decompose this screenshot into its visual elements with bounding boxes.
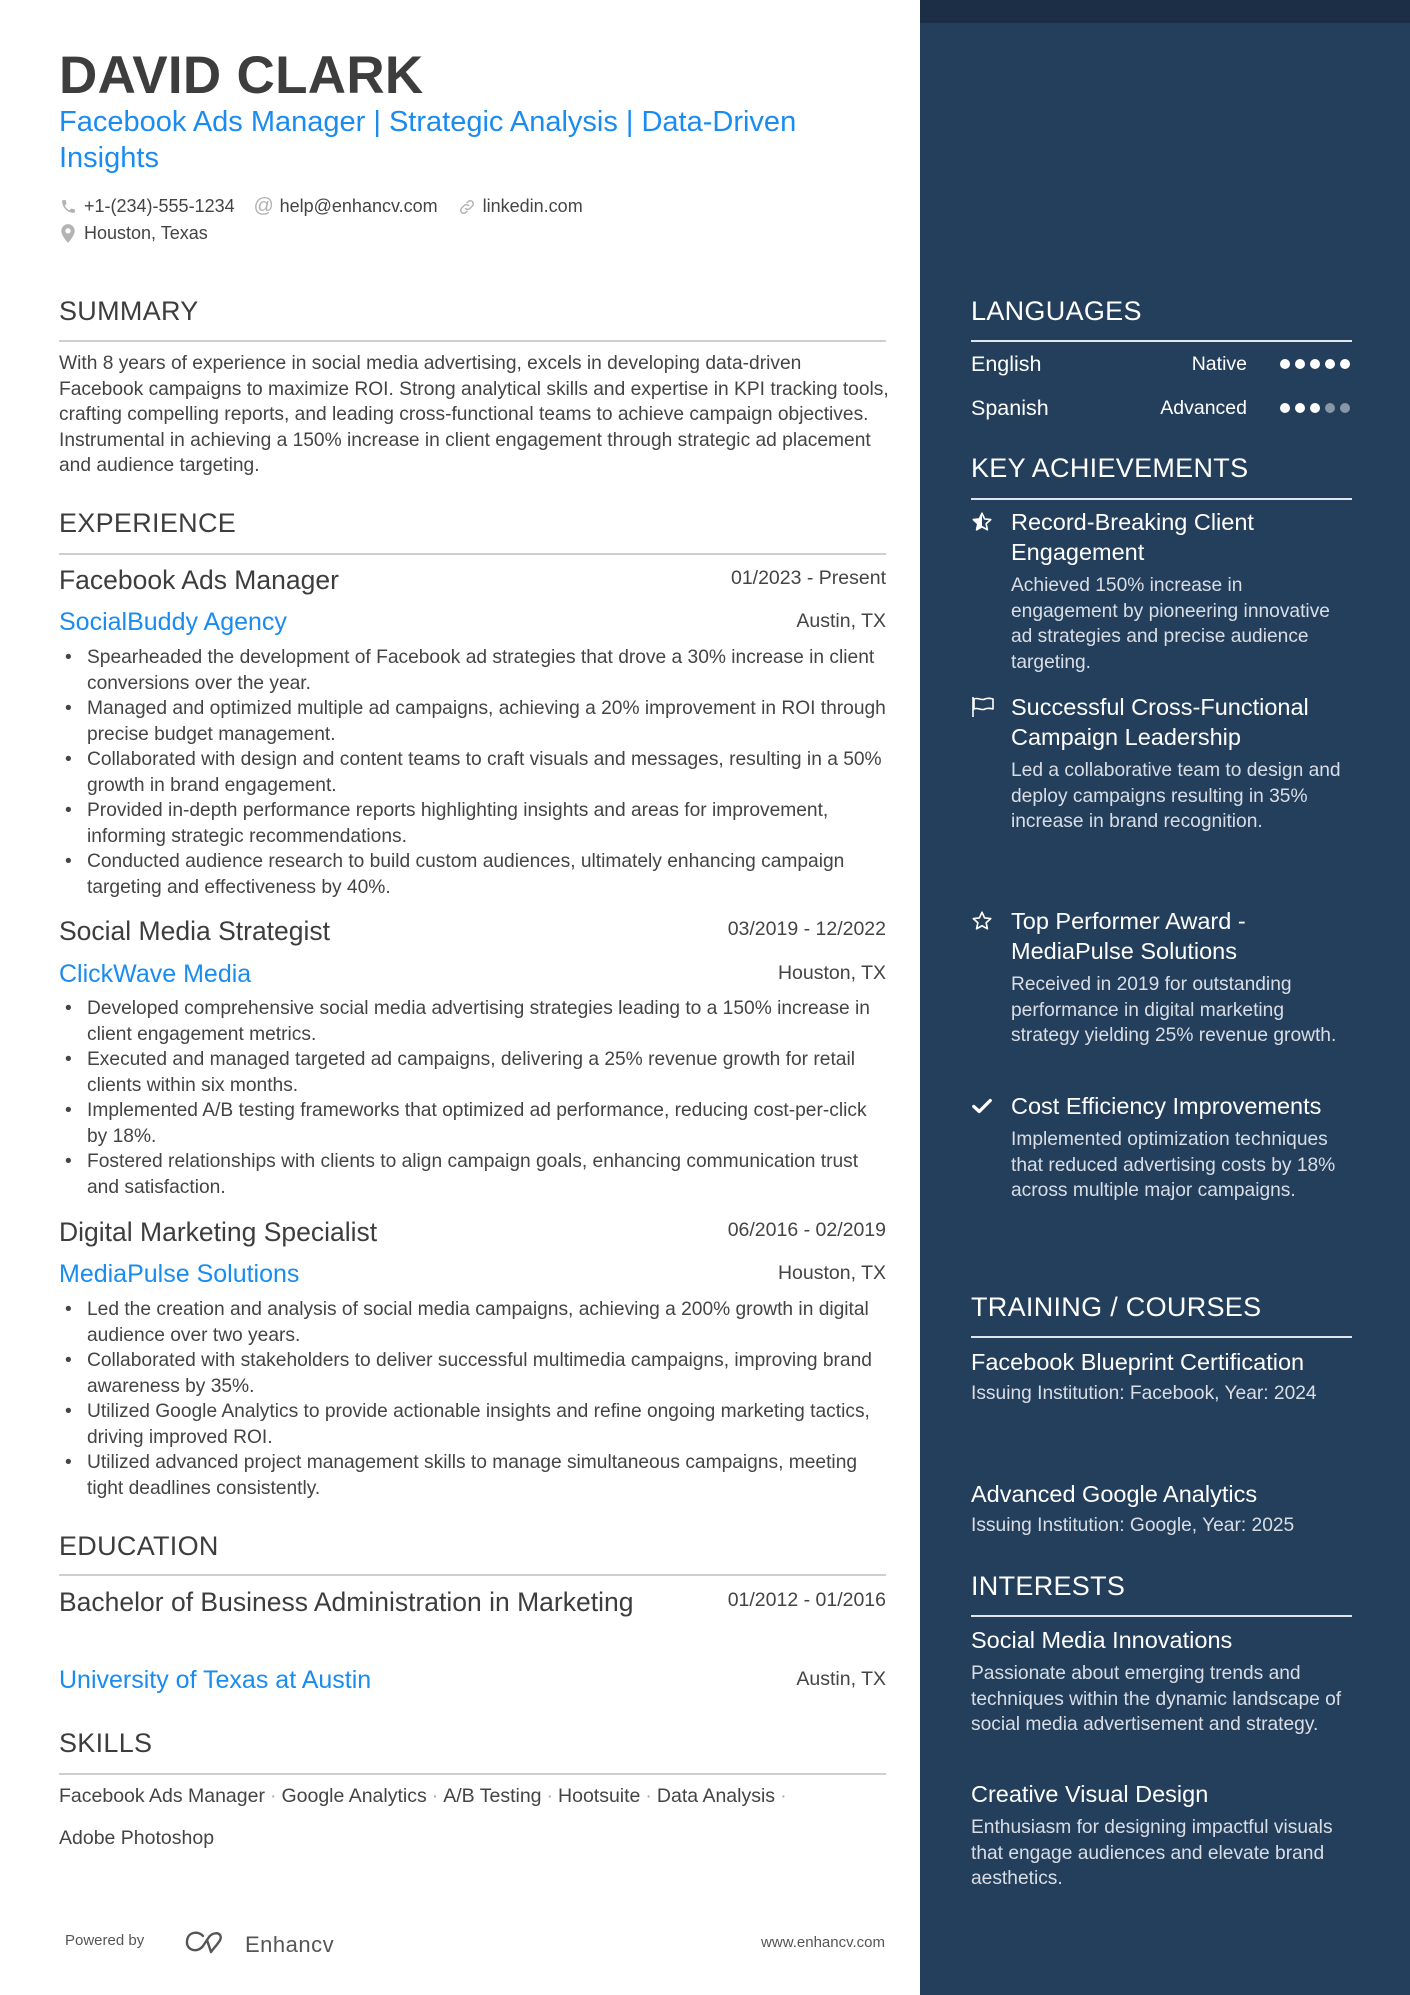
bullet-item: • Utilized Google Analytics to provide actionable insights and refine ongoing marketing tactics, driving improved ROI. xyxy=(59,1399,889,1450)
section-title-training: TRAINING / COURSES xyxy=(971,1292,1262,1322)
language-level: Advanced xyxy=(1160,397,1247,419)
dot-filled xyxy=(1280,403,1290,413)
language-name: English xyxy=(971,352,1042,376)
dot-filled xyxy=(1295,403,1305,413)
phone-icon xyxy=(59,198,77,216)
job-title: Facebook Ads Manager xyxy=(59,565,339,595)
job-bullets xyxy=(59,1297,889,1501)
course-item xyxy=(971,1479,1352,1539)
skill-item: Adobe Photoshop xyxy=(59,1827,215,1849)
bullet-item: • Executed and managed targeted ad campaigns, delivering a 25% revenue growth for retail clients within six months. xyxy=(59,1047,889,1098)
achievement-desc: Implemented optimization techniques that reduced advertising costs by 18% across multiple major campaigns. xyxy=(1011,1129,1336,1202)
bullet-item: • Developed comprehensive social media advertising strategies leading to a 150% increase in client engagement metrics. xyxy=(59,996,889,1047)
bullet-item: • Utilized advanced project management skills to manage simultaneous campaigns, meeting tight deadlines consistently. xyxy=(59,1450,889,1501)
section-divider xyxy=(59,1574,886,1576)
contact-location xyxy=(59,223,208,244)
dot-filled xyxy=(1310,403,1320,413)
section-divider xyxy=(59,340,886,342)
language-level: Native xyxy=(1191,353,1247,375)
achievement-desc: Received in 2019 for outstanding performance in digital marketing strategy yielding 25% revenue growth. xyxy=(1011,974,1337,1047)
bullet-item: • Conducted audience research to build custom audiences, ultimately enhancing campaign targeting and effectiveness by 40%. xyxy=(59,849,889,900)
school-name[interactable]: University of Texas at Austin xyxy=(59,1666,372,1694)
achievement-title: Successful Cross-Functional Campaign Leadership xyxy=(1011,694,1309,750)
section-title-skills: SKILLS xyxy=(59,1728,153,1758)
skill-item: Hootsuite xyxy=(558,1785,641,1807)
course-desc: Issuing Institution: Google, Year: 2025 xyxy=(971,1515,1295,1536)
phone-text: +1-(234)-555-1234 xyxy=(84,196,235,216)
achievement-title: Cost Efficiency Improvements xyxy=(1011,1093,1322,1119)
star-outline-icon xyxy=(971,910,995,934)
sidebar xyxy=(920,0,1410,1995)
contact-info xyxy=(59,193,886,247)
link-icon xyxy=(458,198,476,216)
skill-separator: · xyxy=(780,1785,787,1807)
course-title: Advanced Google Analytics xyxy=(971,1481,1258,1507)
location-text: Houston, Texas xyxy=(84,223,208,243)
section-title-interests: INTERESTS xyxy=(971,1571,1126,1601)
powered-by-label: Powered by xyxy=(65,1932,145,1949)
main-column xyxy=(59,0,889,1995)
degree-title: Bachelor of Business Administration in Marketing xyxy=(59,1587,634,1617)
bullet-item: • Provided in-depth performance reports highlighting insights and areas for improvement, informing strategic recommendations. xyxy=(59,798,889,849)
dot-filled xyxy=(1280,359,1290,369)
achievement-item xyxy=(971,507,1352,675)
section-title-languages: LANGUAGES xyxy=(971,296,1142,326)
candidate-headline: Facebook Ads Manager | Strategic Analysis | Data-Driven Insights xyxy=(59,106,797,174)
skill-separator: · xyxy=(431,1785,439,1807)
course-item xyxy=(971,1347,1352,1407)
contact-phone[interactable] xyxy=(59,196,235,217)
skill-separator: · xyxy=(546,1785,554,1807)
achievement-title: Record-Breaking Client Engagement xyxy=(1011,509,1254,565)
job-dates: 06/2016 - 02/2019 xyxy=(727,1219,886,1241)
location-pin-icon xyxy=(59,225,77,243)
skill-item: Data Analysis xyxy=(656,1785,776,1807)
bullet-item: • Collaborated with stakeholders to deliver successful multimedia campaigns, improving brand awareness by 35%. xyxy=(59,1348,889,1399)
summary-text: With 8 years of experience in social media advertising, excels in developing data-driven Facebook campaigns to maximize ROI. Strong analytical skills and expertise in KPI tracking tools, crafting compelling reports, and leading cross-functional teams to achieve campaign objectives. Instrumental in achieving a 150% increase in client engagement through strategic ad placement and audience targeting. xyxy=(59,353,889,477)
education-location: Austin, TX xyxy=(796,1668,886,1690)
bullet-item: • Collaborated with design and content teams to craft visuals and messages, resulting in a 50% growth in brand engagement. xyxy=(59,747,889,798)
candidate-name: DAVID CLARK xyxy=(59,46,424,105)
language-name: Spanish xyxy=(971,396,1049,420)
job-location: Austin, TX xyxy=(796,610,886,632)
section-title-experience: EXPERIENCE xyxy=(59,508,237,538)
proficiency-dots xyxy=(1280,403,1350,413)
contact-email[interactable] xyxy=(255,196,438,217)
skill-item: Facebook Ads Manager xyxy=(59,1785,265,1807)
enhancv-logo-icon xyxy=(183,1928,231,1961)
enhancv-wordmark: Enhancv xyxy=(245,1931,335,1957)
interest-title: Creative Visual Design xyxy=(971,1781,1209,1807)
footer xyxy=(65,1928,885,1958)
job-location: Houston, TX xyxy=(777,962,886,984)
language-item xyxy=(971,349,1352,379)
skill-separator: · xyxy=(269,1785,277,1807)
dot-filled xyxy=(1325,359,1335,369)
achievement-item xyxy=(971,1091,1352,1204)
job-title: Social Media Strategist xyxy=(59,916,331,946)
website-link[interactable]: www.enhancv.com xyxy=(761,1934,885,1951)
section-divider xyxy=(971,340,1352,342)
section-title-education: EDUCATION xyxy=(59,1531,219,1561)
section-title-achievements: KEY ACHIEVEMENTS xyxy=(971,453,1249,483)
achievement-item xyxy=(971,692,1352,835)
job-dates: 03/2019 - 12/2022 xyxy=(727,918,886,940)
dot-filled xyxy=(1295,359,1305,369)
achievement-item xyxy=(971,906,1352,1049)
job-bullets xyxy=(59,645,889,900)
bullet-item: • Led the creation and analysis of social media campaigns, achieving a 200% growth in digital audience over two years. xyxy=(59,1297,889,1348)
skill-item: A/B Testing xyxy=(443,1785,542,1807)
bullet-item: • Implemented A/B testing frameworks that optimized ad performance, reducing cost-per-click by 18%. xyxy=(59,1098,889,1149)
email-text: help@enhancv.com xyxy=(279,196,438,216)
dot-empty xyxy=(1325,403,1335,413)
job-location: Houston, TX xyxy=(777,1262,886,1284)
link-text: linkedin.com xyxy=(482,196,583,216)
enhancv-logo[interactable] xyxy=(183,1928,334,1961)
company-name[interactable]: MediaPulse Solutions xyxy=(59,1260,300,1288)
skills-list xyxy=(59,1775,889,1859)
dot-filled xyxy=(1340,359,1350,369)
job-dates: 01/2023 - Present xyxy=(730,567,886,589)
section-title-summary: SUMMARY xyxy=(59,296,199,326)
section-divider xyxy=(59,553,886,555)
at-icon: @ xyxy=(253,195,274,217)
achievement-desc: Achieved 150% increase in engagement by pioneering innovative ad strategies and precise audience targeting. xyxy=(1011,575,1330,673)
bullet-item: • Fostered relationships with clients to align campaign goals, enhancing communication trust and satisfaction. xyxy=(59,1149,889,1200)
interest-desc: Enthusiasm for designing impactful visuals that engage audiences and elevate brand aesthetics. xyxy=(971,1817,1333,1890)
interest-item xyxy=(971,1625,1352,1738)
company-name[interactable]: SocialBuddy Agency xyxy=(59,608,287,636)
proficiency-dots xyxy=(1280,359,1350,369)
skill-item: Google Analytics xyxy=(281,1785,427,1807)
section-divider xyxy=(971,498,1352,500)
language-item xyxy=(971,393,1352,423)
achievement-title: Top Performer Award - MediaPulse Solutions xyxy=(1011,908,1246,964)
course-desc: Issuing Institution: Facebook, Year: 2024 xyxy=(971,1383,1317,1404)
half-star-icon xyxy=(971,511,995,535)
course-title: Facebook Blueprint Certification xyxy=(971,1349,1305,1375)
job-bullets xyxy=(59,996,889,1200)
section-divider xyxy=(971,1615,1352,1617)
job-title: Digital Marketing Specialist xyxy=(59,1217,378,1247)
bullet-item: • Managed and optimized multiple ad campaigns, achieving a 20% improvement in ROI through precise budget management. xyxy=(59,696,889,747)
interest-desc: Passionate about emerging trends and techniques within the dynamic landscape of social media advertisement and strategy. xyxy=(971,1663,1342,1736)
skill-separator: · xyxy=(645,1785,652,1807)
dot-filled xyxy=(1310,359,1320,369)
contact-link[interactable] xyxy=(458,196,583,217)
section-divider xyxy=(971,1336,1352,1338)
achievement-desc: Led a collaborative team to design and deploy campaigns resulting in 35% increase in brand recognition. xyxy=(1011,760,1341,833)
dot-empty xyxy=(1340,403,1350,413)
flag-icon xyxy=(971,696,995,720)
bullet-item: • Spearheaded the development of Facebook ad strategies that drove a 30% increase in client conversions over the year. xyxy=(59,645,889,696)
education-dates: 01/2012 - 01/2016 xyxy=(727,1589,886,1611)
checkmark-icon xyxy=(971,1095,995,1119)
interest-title: Social Media Innovations xyxy=(971,1627,1233,1653)
interest-item xyxy=(971,1779,1352,1892)
company-name[interactable]: ClickWave Media xyxy=(59,960,252,988)
